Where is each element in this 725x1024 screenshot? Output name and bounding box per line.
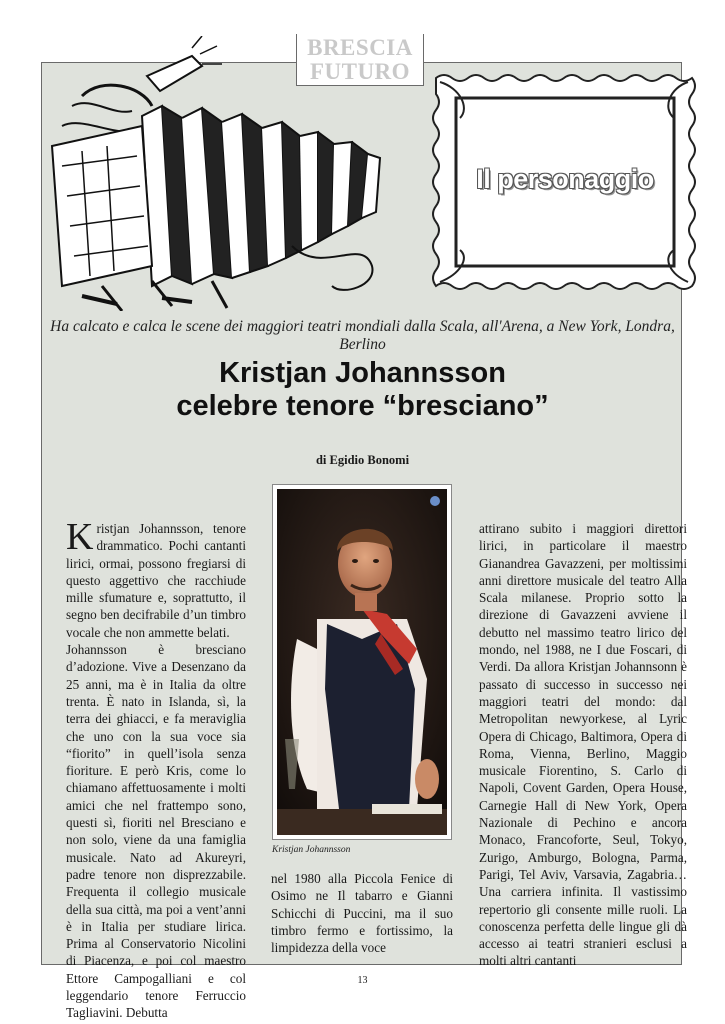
drop-cap: K bbox=[66, 516, 94, 558]
section-rubric: Il personaggio bbox=[476, 164, 654, 194]
masthead-logo bbox=[296, 34, 424, 86]
kicker-subtitle: Ha calcato e calca le scene dei maggiori teatri mondiali dalla Scala, all'Arena, a New York, Londra, Berlino bbox=[50, 318, 675, 353]
paragraph-biography: Johannsson è bresciano d’adozione. Vive a Desenzano da 25 anni, ma è in Italia da oltre trenta. È nato in Islanda, sì, la terra dei ghiacci, e fa meraviglia che uno con la sua voce sia “fiorito” in quell’isola senza fioriture. E però Kris, come lo chiamano affettuosamente i molti amici che nel frattempo sono, questi sì, fioriti nel Bresciano e non solo, viene da una famiglia musicale. Nato ad Akureyri, padre tenore non disprezzabile. Frequenta il collegio musicale della sua città, ma poi a vent’anni è in Italia per studiare lirica. Prima al Conservatorio Nicolini di Piacenza, e poi col maestro Ettore Campogalliani e col leggendario tenore Ferruccio Tagliavini. Debutta bbox=[66, 642, 246, 1021]
article-title bbox=[42, 357, 683, 423]
tenor-photo bbox=[277, 489, 447, 835]
paragraph-debut: nel 1980 alla Piccola Fenice di Osimo ne Il tabarro e Gianni Schicchi di Puccini, ma il suo timbro fermo e fortissimo, la limpidezza della voce bbox=[271, 871, 453, 956]
byline: di Egidio Bonomi bbox=[315, 453, 410, 467]
text-column-2 bbox=[271, 870, 453, 956]
paragraph-intro-text: ristjan Johannsson, tenore drammatico. Pochi cantanti lirici, ormai, possono fregiarsi di questo aggettivo che racchiude mille sfumature e, soprattutto, il segno ben decifrabile d’un timbro vocale che non ammette belati. bbox=[66, 521, 246, 640]
paragraph-career: attirano subito i maggiori direttori lirici, in particolare il maestro Gianandrea Gavazzeni, per moltissimi anni direttore musicale del teatro Alla Scala milanese. Proprio sotto la direzione di Gavazzeni avviene il debutto nel massimo teatro lirico del mondo, nel 1988, ne I due Foscari, di Verdi. Da allora Kristjan Johannsonn è passato di successo in successo nei maggiori teatri del mondo: dal Metropolitan newyorkese, al Lyric Opera di Chicago, Baltimora, Opera di Roma, Vienna, Berlino, Maggio musicale Fiorentino, S. Carlo di Napoli, Covent Garden, Opera House, Carnegie Hall di New York, Opera Nazionale di Pechino e ancora Monaco, Francoforte, Seul, Tokyo, Zurigo, Amburgo, Bologna, Parma, Parigi, Tel Aviv, Varsavia, Zagabria… Una carriera infinita. Il vastissimo repertorio gli consente mille ruoli. La conoscenza perfetta delle lingue gli dà accesso ai teatri stranieri esclusi a molti altri cantanti bbox=[479, 521, 687, 969]
paragraph-intro bbox=[66, 516, 246, 641]
title-line-2: celebre tenore “bresciano” bbox=[176, 390, 549, 422]
text-column-3 bbox=[479, 520, 687, 970]
masthead-line-2: FUTURO bbox=[309, 59, 411, 84]
text-column-1 bbox=[66, 516, 246, 1022]
masthead-line-1: BRESCIA bbox=[307, 35, 413, 60]
title-line-1: Kristjan Johannsson bbox=[219, 357, 506, 389]
page-number: 13 bbox=[357, 975, 368, 986]
photo-caption: Kristjan Johannsson bbox=[272, 845, 351, 855]
photo-frame bbox=[272, 484, 452, 840]
